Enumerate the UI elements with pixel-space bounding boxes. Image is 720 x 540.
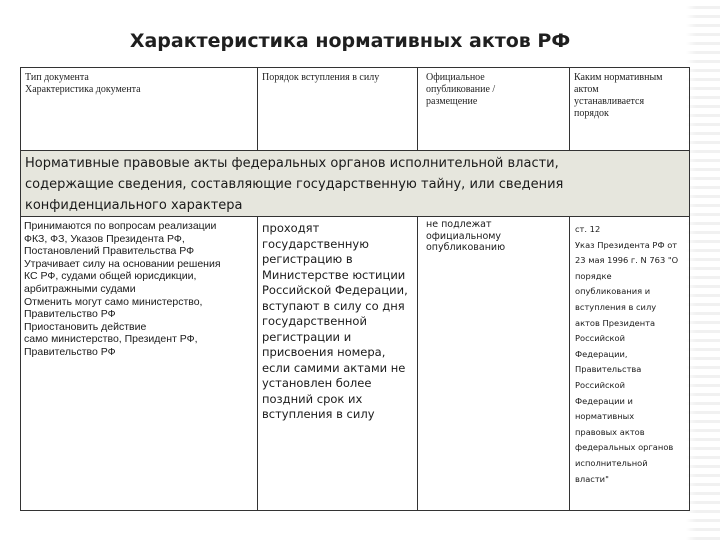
text-line: порядке <box>575 270 612 281</box>
text-line: установлен более <box>262 376 372 390</box>
category-band-row <box>21 151 690 217</box>
text-line: исполнительной <box>575 457 648 468</box>
text-line: Характеристика документа <box>25 84 141 95</box>
text-line: нормативных <box>575 411 635 422</box>
text-line: Российской <box>575 379 626 390</box>
text-line: опубликованию <box>426 242 506 254</box>
cell-characteristics <box>21 217 258 511</box>
text-line: государственную <box>262 236 369 251</box>
text-line: если самими актами не <box>262 360 406 375</box>
text-line: размещение <box>426 96 478 107</box>
text-line: порядок <box>574 108 609 119</box>
header-row <box>21 68 690 151</box>
text-line: Утрачивает силу на основании решения <box>24 257 221 270</box>
cell-lines <box>262 221 413 423</box>
text-line: вступления в силу <box>262 407 375 421</box>
header-lines <box>574 72 685 120</box>
page-title: Характеристика нормативных актов РФ <box>129 30 571 52</box>
text-line: Порядок вступления в силу <box>262 72 380 83</box>
text-line: Нормативные правовые акты федеральных органов исполнительной власти, <box>25 156 559 171</box>
text-line: Министерстве юстиции <box>262 267 406 282</box>
header-cell-publication <box>418 68 570 151</box>
text-line: Официальное <box>426 72 485 83</box>
text-line: Правительства <box>575 364 642 375</box>
text-line: устанавливается <box>574 96 645 107</box>
text-line: Приостановить действие <box>24 320 147 333</box>
category-lines <box>25 153 685 216</box>
text-line: 23 мая 1996 г. N 763 "О <box>575 255 679 266</box>
text-line: регистрации и <box>262 329 352 344</box>
header-cell-type <box>21 68 258 151</box>
text-line: правовых актов <box>575 426 645 437</box>
text-line: ФКЗ, ФЗ, Указов Президента РФ, <box>24 232 185 245</box>
category-band <box>21 151 690 217</box>
text-line: содержащие сведения, составляющие государственную тайну, или сведения <box>25 177 564 192</box>
text-line: власти" <box>575 473 609 484</box>
header-lines <box>262 72 413 84</box>
header-cell-act <box>570 68 690 151</box>
cell-lines <box>426 219 565 254</box>
text-line: Правительство РФ <box>24 308 116 321</box>
text-line: Каким нормативным <box>574 72 663 83</box>
text-line: Принимаются по вопросам реализации <box>24 220 217 232</box>
text-line: актом <box>574 84 599 95</box>
text-line: Отменить могут само министерство, <box>24 295 203 308</box>
text-line: не подлежат <box>426 219 492 230</box>
text-line: Постановлений Правительства РФ <box>24 245 195 258</box>
text-line: опубликование / <box>426 84 496 95</box>
text-line: само министерство, Президент РФ, <box>24 333 198 346</box>
text-line: Тип документа <box>25 72 89 83</box>
text-line: актов Президента <box>575 317 656 328</box>
text-line: Указ Президента РФ от <box>575 239 678 250</box>
text-line: Правительство РФ <box>24 345 116 358</box>
text-line: Российской <box>575 333 626 344</box>
text-line: поздний срок их <box>262 391 363 406</box>
text-line: Федерации и <box>575 395 633 406</box>
cell-lines <box>24 220 253 359</box>
cell-publication <box>418 217 570 511</box>
header-lines <box>426 72 565 108</box>
text-line: вступают в силу со дня <box>262 298 405 313</box>
text-line: арбитражными судами <box>24 282 136 295</box>
cell-entry-order <box>258 217 418 511</box>
text-line: присвоения номера, <box>262 345 386 359</box>
text-line: Российской Федерации, <box>262 283 408 297</box>
text-line: КС РФ, судами общей юрисдикции, <box>24 270 197 283</box>
text-line: вступления в силу <box>575 301 657 312</box>
header-cell-entry <box>258 68 418 151</box>
text-line: ст. 12 <box>575 224 601 234</box>
text-line: Федерации, <box>575 348 628 359</box>
text-line: федеральных органов <box>575 442 674 453</box>
text-line: официальному <box>426 230 502 242</box>
data-row <box>21 217 690 511</box>
text-line: опубликования и <box>575 286 651 297</box>
text-line: регистрацию в <box>262 252 353 266</box>
cell-lines <box>575 222 685 487</box>
text-line: конфиденциального характера <box>25 198 243 213</box>
decorative-edge <box>686 0 720 540</box>
acts-table <box>20 67 690 511</box>
text-line: государственной <box>262 314 367 328</box>
text-line: проходят <box>262 221 320 235</box>
header-lines <box>25 72 253 96</box>
cell-governing-act <box>570 217 690 511</box>
